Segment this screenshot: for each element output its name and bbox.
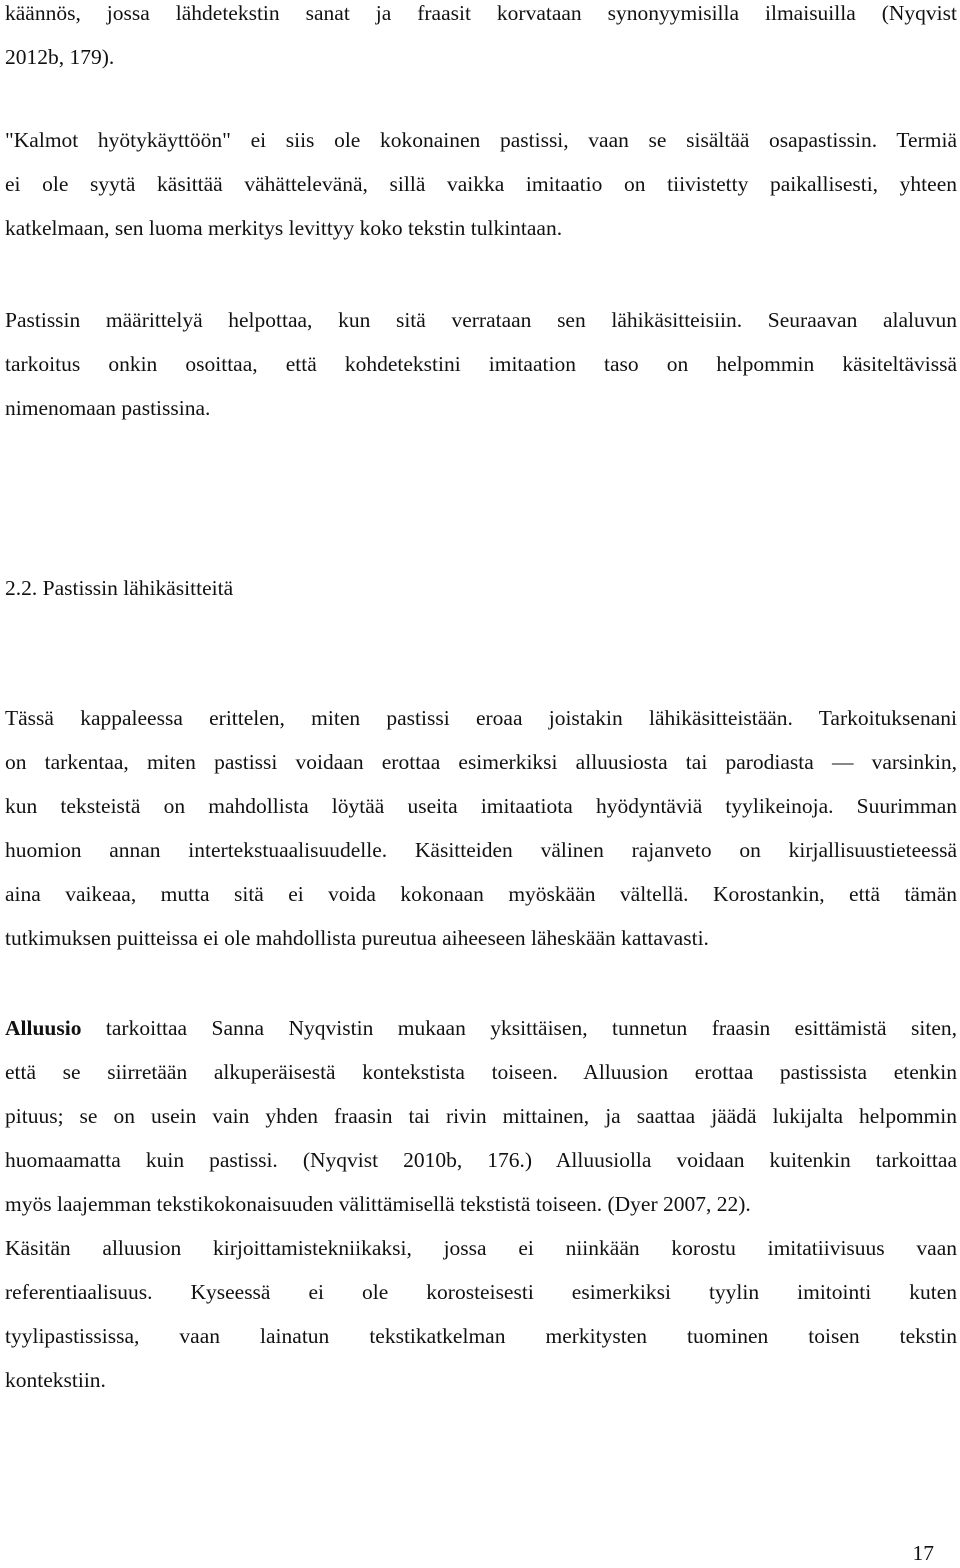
text-line: 2012b, 179). <box>5 45 115 69</box>
text-line: huomion annan intertekstuaalisuudelle. Käsitteiden välinen rajanveto on kirjallisuustieteessä <box>5 838 957 862</box>
paragraph-2 <box>5 118 957 250</box>
paragraph-1 <box>5 0 957 79</box>
text-line: on tarkentaa, miten pastissi voidaan erottaa esimerkiksi alluusiosta tai parodiasta — varsinkin, <box>5 750 957 774</box>
text-line: Käsitän alluusion kirjoittamistekniikaksi, jossa ei niinkään korostu imitatiivisuus vaan <box>5 1236 957 1260</box>
text-line: kontekstiin. <box>5 1368 106 1392</box>
text-line: käännös, jossa lähdetekstin sanat ja fraasit korvataan synonyymisilla ilmaisuilla (Nyqvist <box>5 1 957 25</box>
paragraph-3 <box>5 298 957 430</box>
text-line: tutkimuksen puitteissa ei ole mahdollista pureutua aiheeseen läheskään kattavasti. <box>5 926 709 950</box>
text-line: Tässä kappaleessa erittelen, miten pastissi eroaa joistakin lähikäsitteistään. Tarkoituksenani <box>5 706 957 730</box>
text-line: aina vaikeaa, mutta sitä ei voida kokonaan myöskään vältellä. Korostankin, että tämän <box>5 882 957 906</box>
text-line: tarkoitus onkin osoittaa, että kohdetekstini imitaation taso on helpommin käsiteltävissä <box>5 352 957 376</box>
text-line: myös laajemman tekstikokonaisuuden välittämisellä tekstistä toiseen. (Dyer 2007, 22). <box>5 1192 751 1216</box>
paragraph-4 <box>5 696 957 960</box>
text-line: ei ole syytä käsittää vähättelevänä, sillä vaikka imitaatio on tiivistetty paikallisesti, yhteen <box>5 172 957 196</box>
text-fragment: tarkoittaa Sanna Nyqvistin mukaan yksittäisen, tunnetun fraasin esittämistä siten, <box>81 1016 957 1040</box>
text-line: "Kalmot hyötykäyttöön" ei siis ole kokonainen pastissi, vaan se sisältää osapastissin. Termiä <box>5 128 957 152</box>
page-number: 17 <box>912 1541 934 1565</box>
text-line: että se siirretään alkuperäisestä kontekstista toiseen. Alluusion erottaa pastissista etenkin <box>5 1060 957 1084</box>
text-line <box>5 1006 957 1050</box>
text-line: Pastissin määrittelyä helpottaa, kun sitä verrataan sen lähikäsitteisiin. Seuraavan alaluvun <box>5 308 957 332</box>
text-line: huomaamatta kuin pastissi. (Nyqvist 2010b, 176.) Alluusiolla voidaan kuitenkin tarkoittaa <box>5 1148 957 1172</box>
term-alluusio: Alluusio <box>5 1016 82 1040</box>
text-line: referentiaalisuus. Kyseessä ei ole korosteisesti esimerkiksi tyylin imitointi kuten <box>5 1280 957 1304</box>
paragraph-5 <box>5 1006 957 1402</box>
section-heading: 2.2. Pastissin lähikäsitteitä <box>5 576 234 600</box>
text-line: katkelmaan, sen luoma merkitys levittyy koko tekstin tulkintaan. <box>5 216 563 240</box>
text-line: tyylipastississa, vaan lainatun tekstikatkelman merkitysten tuominen toisen tekstin <box>5 1324 957 1348</box>
text-line: nimenomaan pastissina. <box>5 396 211 420</box>
text-line: pituus; se on usein vain yhden fraasin tai rivin mittainen, ja saattaa jäädä lukijalta helpommin <box>5 1104 957 1128</box>
text-line: kun teksteistä on mahdollista löytää useita imitaatiota hyödyntäviä tyylikeinoja. Suurimman <box>5 794 957 818</box>
